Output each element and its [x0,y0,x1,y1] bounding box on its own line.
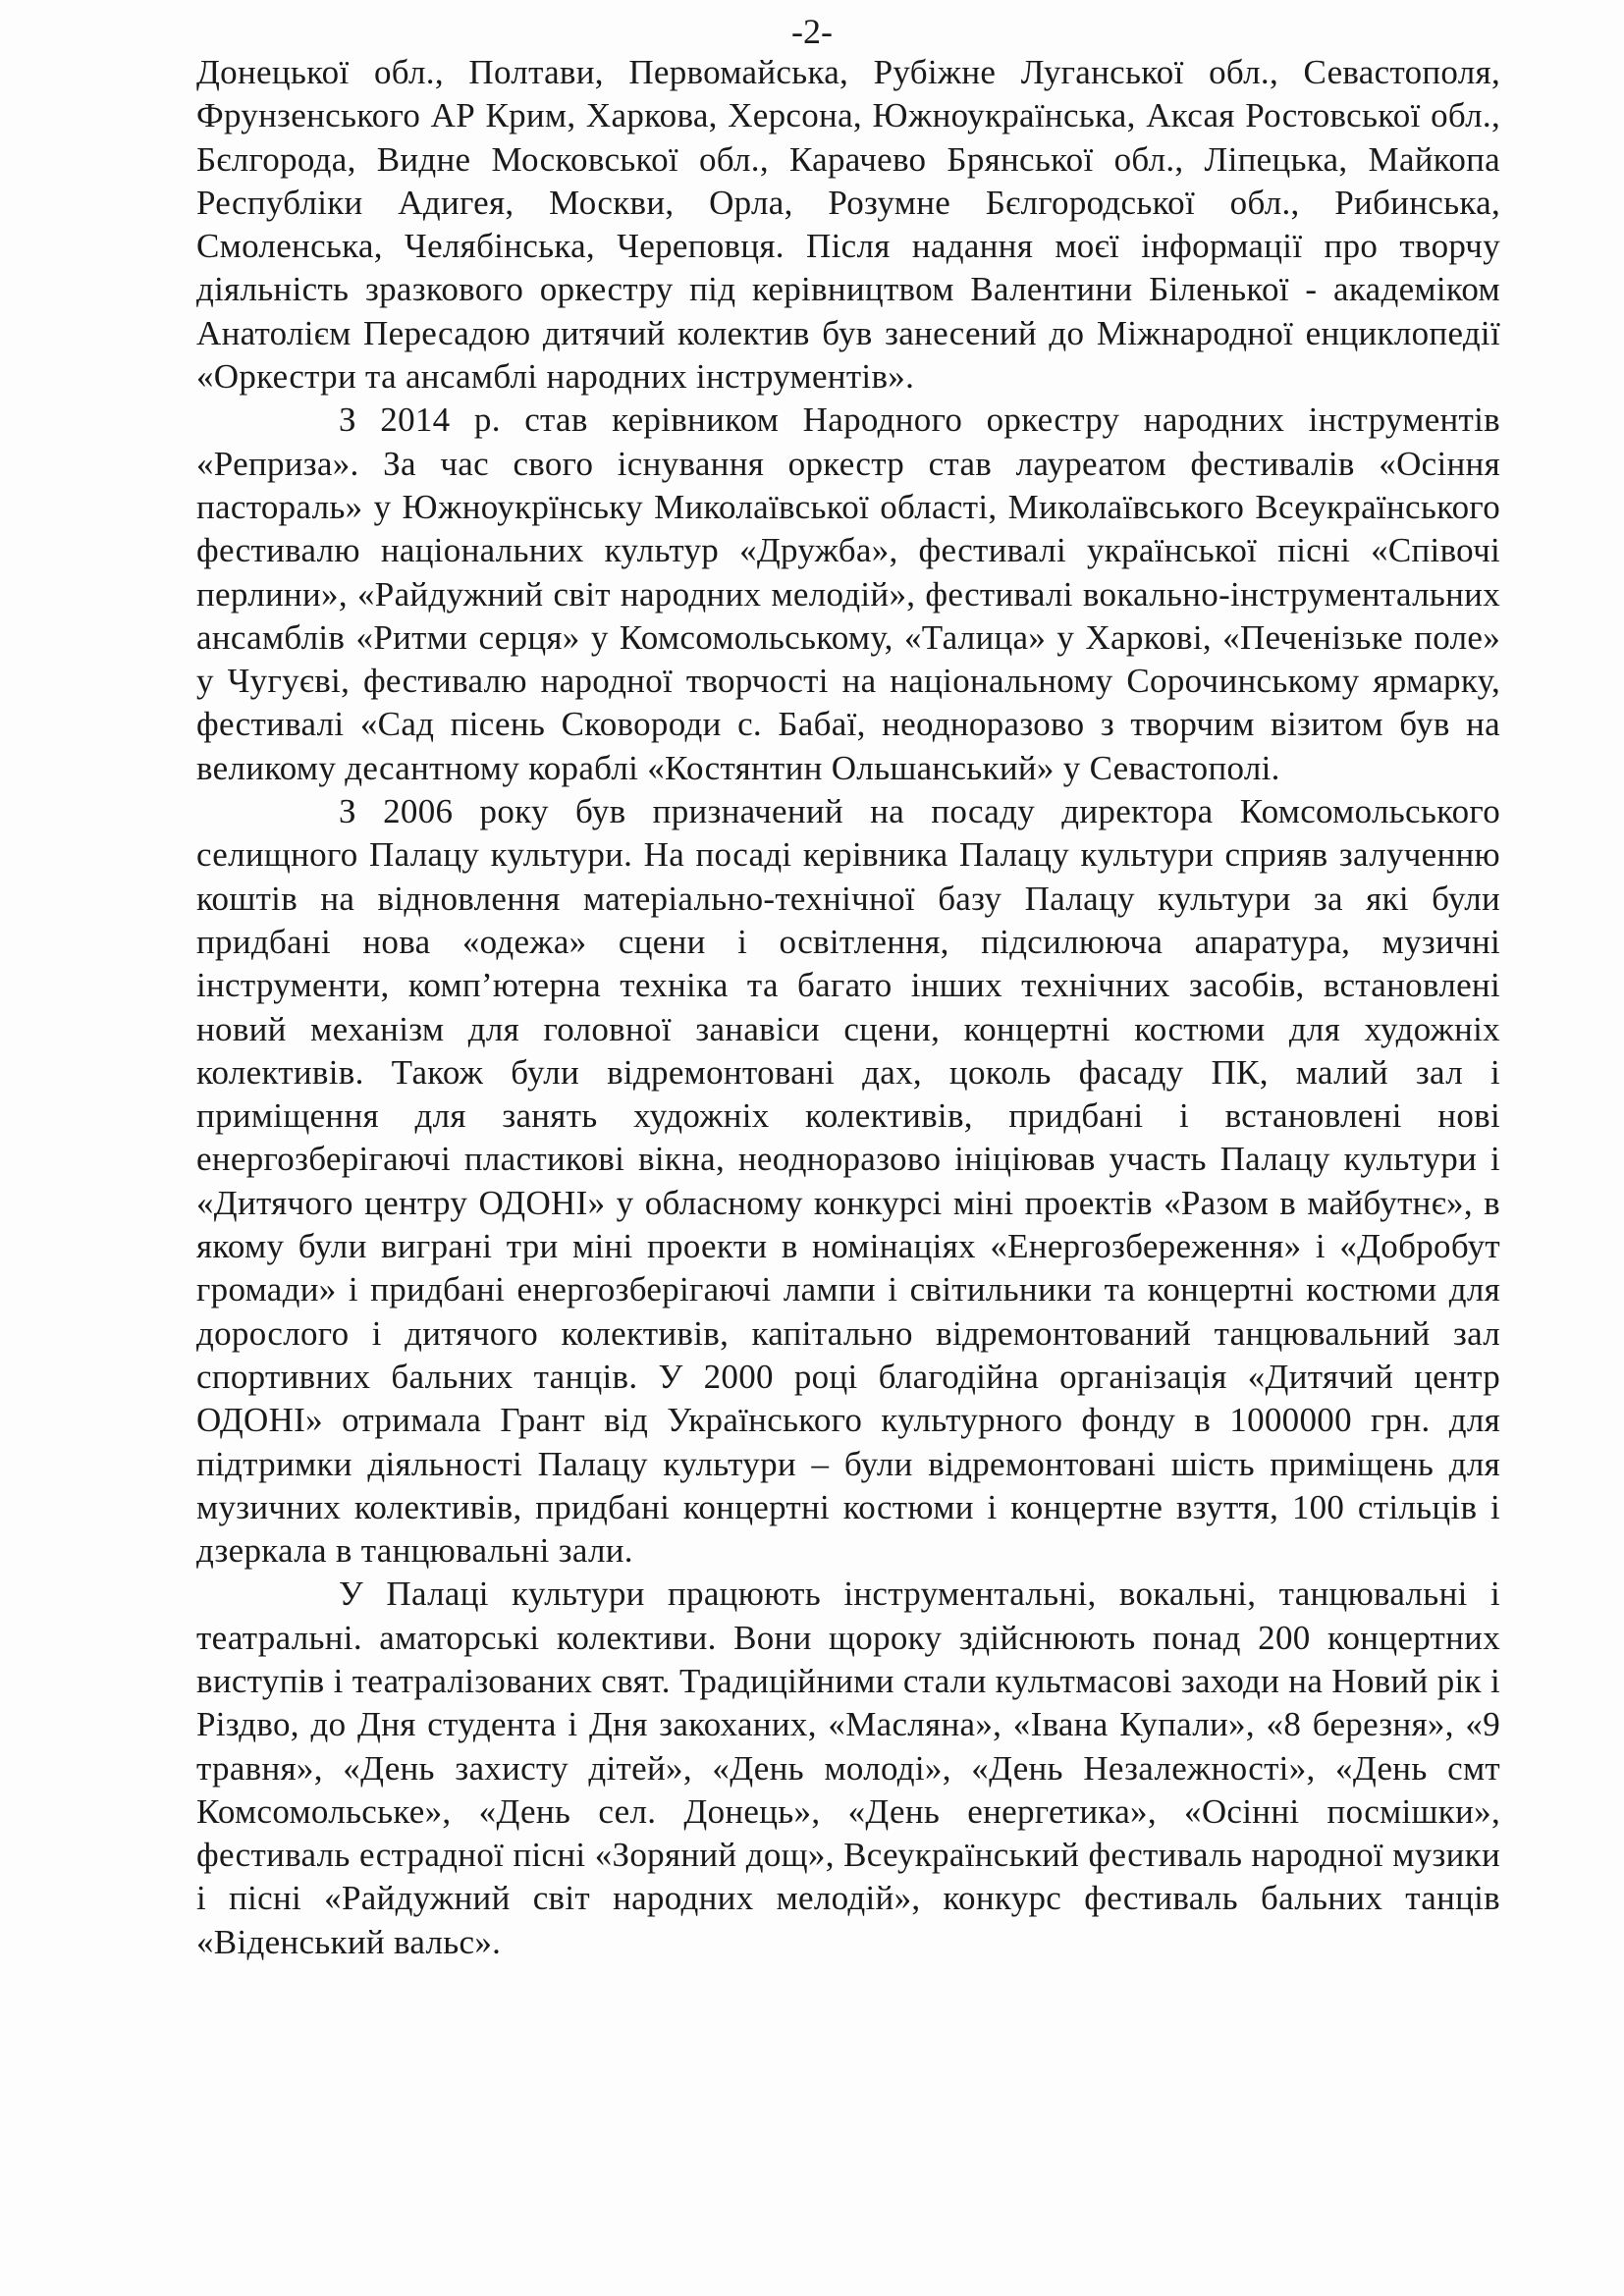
paragraph-3: З 2006 року був призначений на посаду директора Комсомольського селищного Палацу культури. На посаді керівника Палацу культури сприяв залученню коштів на відновлення матеріально-технічної базу Палацу культури за які були придбані нова «одежа» сцени і освітлення, підсилююча апаратура, музичні інструменти, комп’ютерна техніка та багато інших технічних засобів, встановлені новий механізм для головної занавіси сцени, концертні костюми для художніх колективів. Також були відремонтовані дах, цоколь фасаду ПК, малий зал і приміщення для занять художніх колективів, придбані і встановлені нові енергозберігаючі пластикові вікна, неодноразово ініціював участь Палацу культури і «Дитячого центру ОДОНІ» у обласному конкурсі міні проектів «Разом в майбутнє», в якому були виграні три міні проекти в номінаціях «Енергозбереження» і «Добробут громади» і придбані енергозберігаючі лампи і світильники та концертні костюми для дорослого і дитячого колективів, капітально відремонтований танцювальний зал спортивних бальних танців. У 2000 році благодійна організація «Дитячий центр ОДОНІ» отримала Грант від Українського культурного фонду в 1000000 грн. для підтримки діяльності Палацу культури – були відремонтовані шість приміщень для музичних колективів, придбані концертні костюми і концертне взуття, 100 стільців і дзеркала в танцювальні зали. [196,792,1500,1571]
paragraph-4: У Палаці культури працюють інструментальні, вокальні, танцювальні і театральні. аматорські колективи. Вони щороку здійснюють понад 200 концертних виступів і театралізованих свят. Традиційними стали культмасові заходи на Новий рік і Різдво, до Дня студента і Дня закоханих, «Масляна», «Івана Купали», «8 березня», «9 травня», «День захисту дітей», «День молоді», «День Незалежності», «День смт Комсомольське», «День сел. Донець», «День енергетика», «Осінні посмішки», фестиваль естрадної пісні «Зоряний дощ», Всеукраїнський фестиваль народної музики і пісні «Райдужний світ народних мелодій», конкурс фестиваль бальних танців «Віденський вальс». [196,1575,1500,1961]
document-body [196,51,1500,1964]
page-number: -2- [791,12,833,51]
paragraph-2: З 2014 р. став керівником Народного оркестру народних інструментів «Реприза». За час свого існування оркестр став лауреатом фестивалів «Осіння пастораль» у Южноукрїнську Миколаївської області, Миколаївського Всеукраїнського фестивалю національних культур «Дружба», фестивалі української пісні «Співочі перлини», «Райдужний світ народних мелодій», фестивалі вокально-інструментальних ансамблів «Ритми серця» у Комсомольському, «Талица» у Харкові, «Печенізьке поле» у Чугуєві, фестивалю народної творчості на національному Сорочинському ярмарку, фестивалі «Сад пісень Сковороди с. Бабаї, неодноразово з творчим візитом був на великому десантному кораблі «Костянтин Ольшанський» у Севастополі. [196,400,1500,787]
paragraph-1: Донецької обл., Полтави, Первомайська, Рубіжне Луганської обл., Севастополя, Фрунзенського АР Крим, Харкова, Херсона, Южноукраїнська, Аксая Ростовської обл., Бєлгорода, Видне Московської обл., Карачево Брянської обл., Ліпецька, Майкопа Республіки Адигея, Москви, Орла, Розумне Бєлгородської обл., Рибинська, Смоленська, Челябінська, Череповця. Після надання моєї інформації про творчу діяльність зразкового оркестру під керівництвом Валентини Біленької - академіком Анатолієм Пересадою дитячий колектив був занесений до Міжнародної енциклопедії «Оркестри та ансамблі народних інструментів». [196,53,1500,397]
